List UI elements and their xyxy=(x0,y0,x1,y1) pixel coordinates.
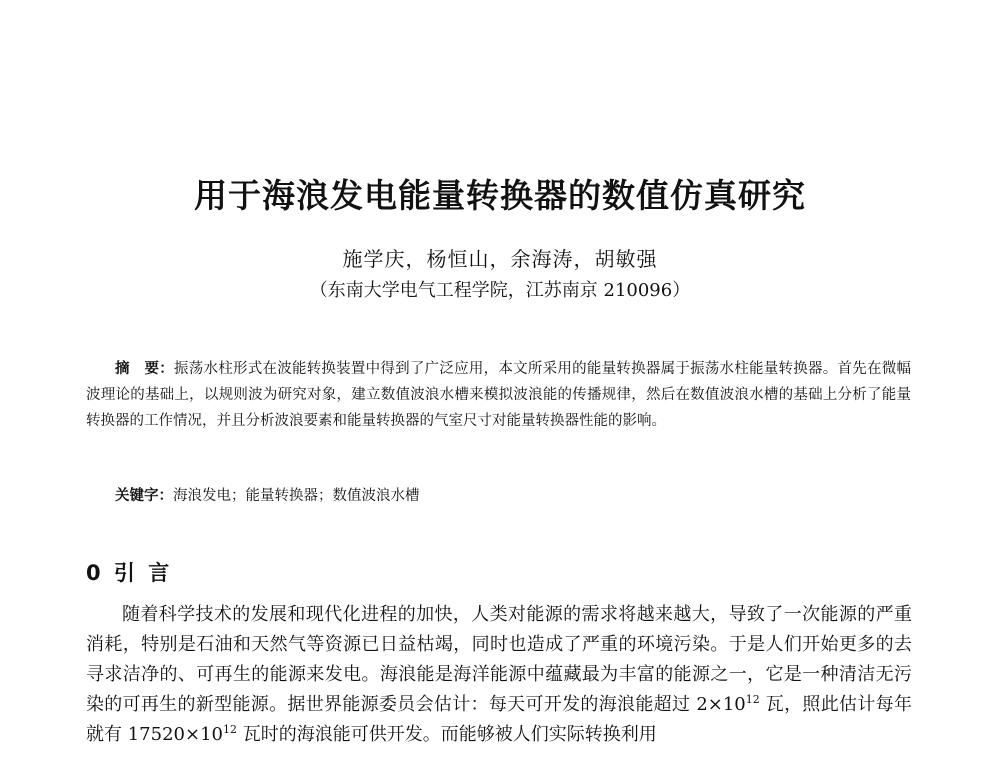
abstract-label: 摘 要： xyxy=(115,361,174,377)
introduction-paragraph xyxy=(86,600,912,750)
intro-exponent-1: 12 xyxy=(745,693,760,706)
section-heading-introduction: 0 引 言 xyxy=(86,561,173,585)
paper-affiliation: （东南大学电气工程学院，江苏南京 210096） xyxy=(309,280,691,301)
keywords-label: 关键字： xyxy=(115,488,173,504)
intro-text-part3: 瓦时的海浪能可供开发。而能够被人们实际转换利用 xyxy=(236,724,657,745)
keywords-line xyxy=(86,483,911,509)
paper-title: 用于海浪发电能量转换器的数值仿真研究 xyxy=(194,176,806,215)
abstract-text: 振荡水柱形式在波能转换装置中得到了广泛应用，本文所采用的能量转换器属于振荡水柱能量转换器。首先在微幅波理论的基础上，以规则波为研究对象，建立数值波浪水槽来模拟波浪能的传播规律，然后在数值波浪水槽的基础上分析了能量转换器的工作情况，并且分析波浪要素和能量转换器的气室尺寸对能量转换器性能的影响。 xyxy=(86,361,911,429)
keywords-text: 海浪发电；能量转换器；数值波浪水槽 xyxy=(173,488,420,504)
paper-authors: 施学庆，杨恒山，余海涛，胡敏强 xyxy=(342,247,658,271)
intro-exponent-2: 12 xyxy=(222,723,237,736)
intro-text-part1: 随着科学技术的发展和现代化进程的加快，人类对能源的需求将越来越大，导致了一次能源的严重消耗，特别是石油和天然气等资源已日益枯竭，同时也造成了严重的环境污染。于是人们开始更多的去寻求洁净的、可再生的能源来发电。海浪能是海洋能源中蕴藏最为丰富的能源之一，它是一种清洁无污染的可再生的新型能源。据世界能源委员会估计：每天可开发的海浪能超过 2×10 xyxy=(86,604,912,715)
intro-text-part2: 瓦，照此估计每年就有 17520×10 xyxy=(86,694,912,745)
abstract-paragraph xyxy=(86,356,911,434)
